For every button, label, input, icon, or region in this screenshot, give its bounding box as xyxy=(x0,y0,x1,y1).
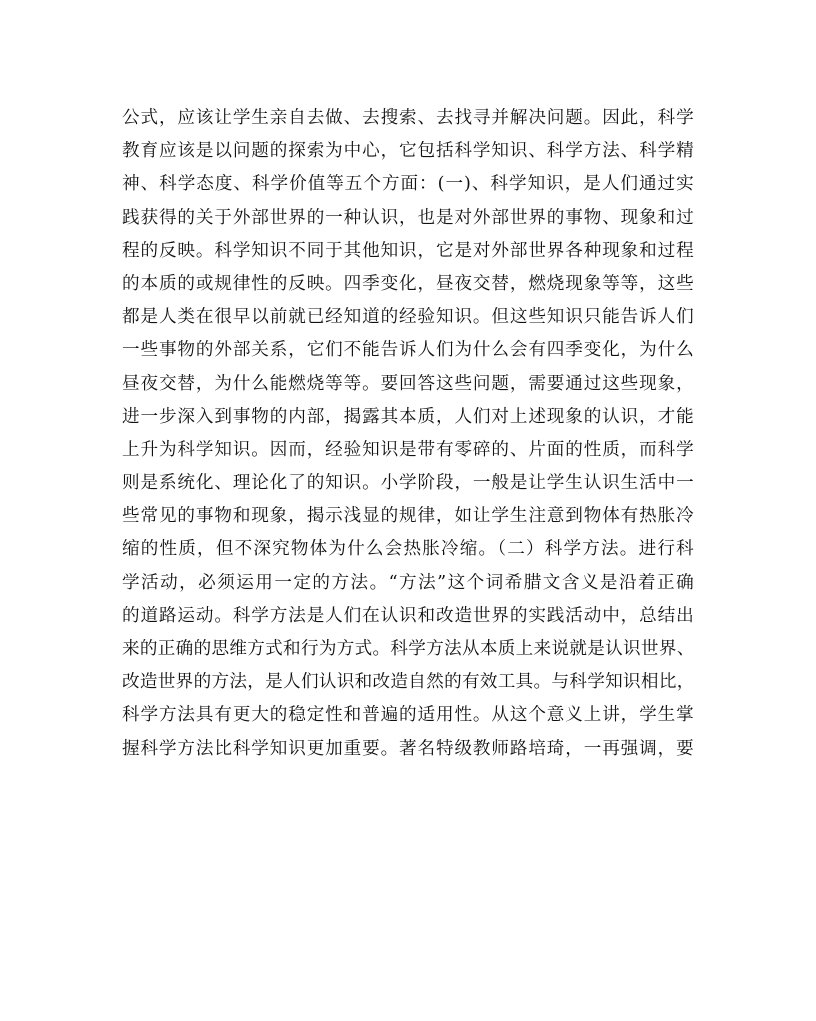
text-line-1: 公式，应该让学生亲自去做、去搜索、去找寻并解决问题。因此，科学 xyxy=(122,108,694,128)
text-line-20: 握科学方法比科学知识更加重要。著名特级教师路培琦，一再强调，要 xyxy=(122,738,694,759)
text-line-16: 的道路运动。科学方法是人们在认识和改造世界的实践活动中，总结出 xyxy=(122,605,694,626)
text-line-11: 上升为科学知识。因而，经验知识是带有零碎的、片面的性质，而科学 xyxy=(122,439,694,460)
text-line-17: 来的正确的思维方式和行为方式。科学方法从本质上来说就是认识世界、 xyxy=(122,639,695,659)
text-line-8: 一些事物的外部关系，它们不能告诉人们为什么会有四季变化，为什么 xyxy=(122,340,694,361)
text-line-10: 进一步深入到事物的内部，揭露其本质，人们对上述现象的认识，才能 xyxy=(122,406,694,427)
text-line-9: 昼夜交替，为什么能燃烧等等。要回答这些问题，需要通过这些现象， xyxy=(122,373,694,394)
text-line-2: 教育应该是以问题的探索为中心，它包括科学知识、科学方法、科学精 xyxy=(122,141,694,162)
text-line-4: 践获得的关于外部世界的一种认识，也是对外部世界的事物、现象和过 xyxy=(122,207,694,228)
text-line-5: 程的反映。科学知识不同于其他知识，它是对外部世界各种现象和过程 xyxy=(122,240,694,261)
text-line-13: 些常见的事物和现象，揭示浅显的规律，如让学生注意到物体有热胀冷 xyxy=(122,506,694,527)
body-paragraph xyxy=(122,102,694,766)
text-line-19: 科学方法具有更大的稳定性和普遍的适用性。从这个意义上讲，学生掌 xyxy=(122,705,694,726)
text-line-15: 学活动，必须运用一定的方法。“方法”这个词希腊文含义是沿着正确 xyxy=(122,572,694,593)
text-line-3: 神、科学态度、科学价值等五个方面：(一)、科学知识，是人们通过实 xyxy=(122,174,694,195)
text-line-6: 的本质的或规律性的反映。四季变化，昼夜交替，燃烧现象等等，这些 xyxy=(122,273,694,294)
text-line-14: 缩的性质，但不深究物体为什么会热胀冷缩。（二）科学方法。进行科 xyxy=(122,539,694,560)
text-line-18: 改造世界的方法，是人们认识和改造自然的有效工具。与科学知识相比， xyxy=(122,672,695,693)
text-line-12: 则是系统化、理论化了的知识。小学阶段，一般是让学生认识生活中一 xyxy=(122,473,694,494)
text-line-7: 都是人类在很早以前就已经知道的经验知识。但这些知识只能告诉人们 xyxy=(122,307,694,328)
